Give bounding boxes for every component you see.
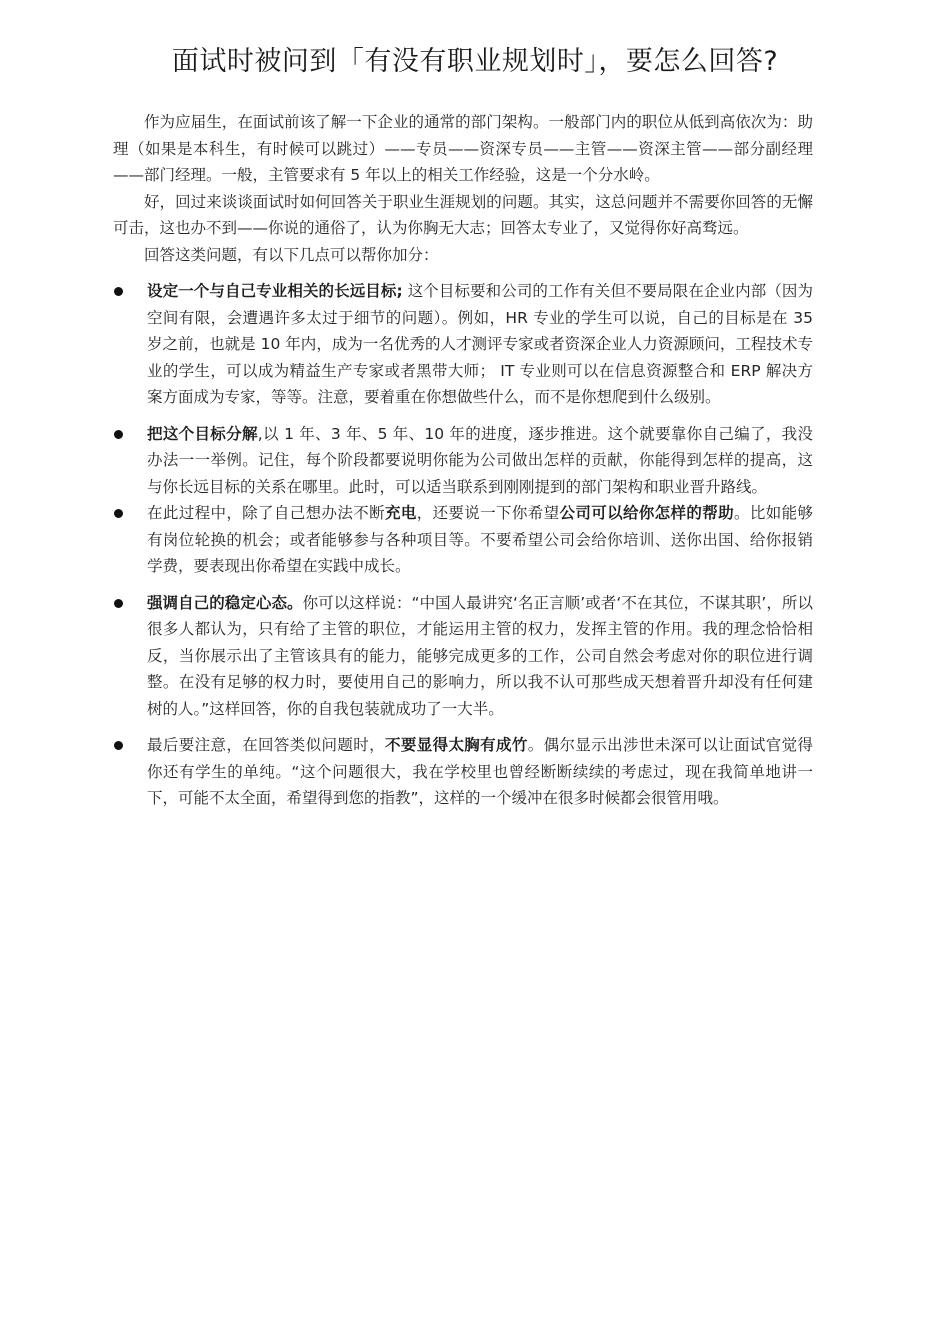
list-item — [113, 590, 813, 723]
tips-lead-paragraph: 回答这类问题，有以下几点可以帮你加分： — [144, 245, 439, 264]
text-run: ，还要说一下你希望 — [416, 504, 560, 522]
bold-phrase: 不要显得太胸有成竹 — [384, 736, 528, 754]
list-item — [113, 732, 813, 812]
list-item — [113, 421, 813, 501]
bullet-dot-icon — [114, 430, 123, 439]
bullet-dot-icon — [114, 509, 123, 518]
bullet-dot-icon — [114, 599, 123, 608]
answer-paragraph: 好，回过来谈谈面试时如何回答关于职业生涯规划的问题。其实，这总问题并不需要你回答的无懈可击，这也办不到——你说的通俗了，认为你胸无大志；回答太专业了，又觉得你好高骛远。 — [113, 192, 813, 237]
list-item — [113, 278, 813, 411]
text-run: 。偶尔显示出涉世未深可以让面试官觉得你还有学生的单纯。“这个问题很大，我在学校里也曾经断断续续的考虑过，现在我简单地讲一下，可能不太全面，希望得到您的指教”，这样的一个缓冲在很多时候都会很管用哦。 — [147, 736, 813, 807]
bullet-dot-icon — [114, 287, 123, 296]
tips-list — [113, 278, 813, 812]
bold-phrase: 把这个目标分解 — [147, 424, 258, 443]
bold-phrase: 强调自己的稳定心态。 — [147, 593, 303, 612]
list-item — [113, 500, 813, 580]
bold-phrase: 充电 — [384, 504, 417, 522]
document-title: 面试时被问到「有没有职业规划时」，要怎么回答? — [171, 46, 779, 77]
bullet-dot-icon — [114, 741, 123, 750]
text-run: 你可以这样说：“中国人最讲究‘名正言顺’或者‘不在其位，不谋其职’，所以很多人都认为，只有给了主管的职位，才能运用主管的权力，发挥主管的作用。我的理念恰恰相反，当你展示出了主管该具有的能力，能够完成更多的工作，公司自然会考虑对你的职位进行调整。在没有足够的权力时，要使用自己的影响力，所以我不认可那些成天想着晋升却没有任何建树的人。”这样回答，你的自我包装就成功了一大半。 — [147, 593, 813, 718]
bold-phrase: 设定一个与自己专业相关的长远目标; — [147, 282, 403, 300]
text-run: 在此过程中，除了自己想办法不断 — [147, 504, 385, 522]
document-body — [113, 109, 813, 812]
text-run: 最后要注意，在回答类似问题时， — [147, 736, 385, 754]
text-run: 这个目标要和公司的工作有关但不要局限在企业内部（因为空间有限，会遭遇许多太过于细节的问题）。例如，HR 专业的学生可以说，自己的目标是在 35 岁之前，也就是 10 年内，成为一名优秀的人才测评专家或者资深企业人力资源顾问，工程技术专业的学生，可以成为精益生产专家或者黑带大师； IT 专业则可以在信息资源整合和 ERP 解决方案方面成为专家，等等。注意，要着重在你想做些什么，而不是你想爬到什么级别。 — [147, 282, 813, 406]
text-run: ,以 1 年、3 年、5 年、10 年的进度，逐步推进。这个就要靠你自己编了，我没办法一一举例。记住，每个阶段都要说明你能为公司做出怎样的贡献，你能得到怎样的提高，这与你长远目标的关系在哪里。此时，可以适当联系到刚刚提到的部门架构和职业晋升路线。 — [147, 424, 813, 496]
bold-phrase: 公司可以给你怎样的帮助 — [559, 504, 734, 522]
intro-paragraph: 作为应届生，在面试前该了解一下企业的通常的部门架构。一般部门内的职位从低到高依次为：助理（如果是本科生，有时候可以跳过）——专员——资深专员——主管——资深主管——部分副经理——部门经理。一般，主管要求有 5 年以上的相关工作经验，这是一个分水岭。 — [113, 113, 813, 184]
text-run: 。比如能够有岗位轮换的机会；或者能够参与各种项目等。不要希望公司会给你培训、送你出国、给你报销学费，要表现出你希望在实践中成长。 — [147, 504, 813, 575]
